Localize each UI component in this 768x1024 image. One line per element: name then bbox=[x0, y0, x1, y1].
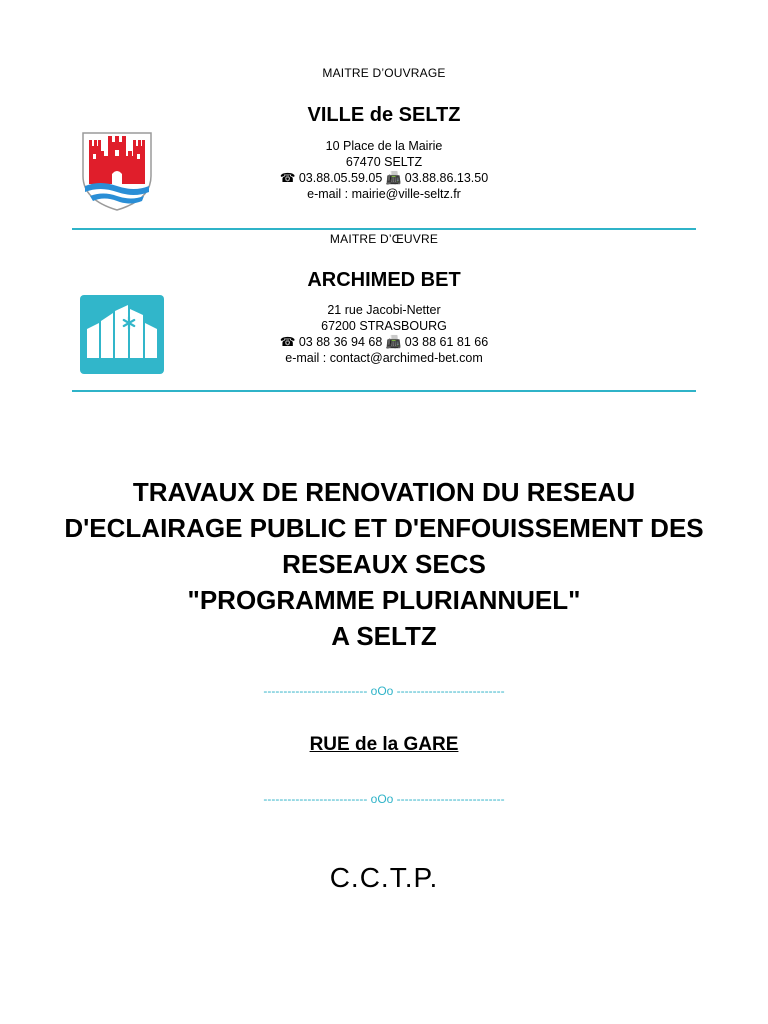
castle-crest-icon bbox=[80, 130, 154, 212]
owner-email[interactable]: e-mail : mairie@ville-seltz.fr bbox=[307, 187, 461, 201]
contractor-city: 67200 STRASBOURG bbox=[321, 319, 447, 333]
owner-phones: ☎ 03.88.05.59.05 📠 03.88.86.13.50 bbox=[279, 171, 489, 185]
street-name: RUE de la GARE bbox=[309, 734, 459, 755]
contractor-address: 21 rue Jacobi-Netter bbox=[327, 303, 441, 317]
contractor-name: ARCHIMED BET bbox=[307, 269, 461, 291]
title-line: A SELTZ bbox=[331, 621, 437, 651]
title-line: RESEAUX SECS bbox=[282, 549, 486, 579]
title-line: "PROGRAMME PLURIANNUEL" bbox=[187, 585, 581, 615]
contractor-email[interactable]: e-mail : contact@archimed-bet.com bbox=[285, 351, 483, 365]
buildings-logo-icon bbox=[80, 295, 164, 374]
owner-city: 67470 SELTZ bbox=[345, 155, 423, 169]
contractor-role-label: MAITRE D’ŒUVRE bbox=[329, 232, 439, 246]
section-divider bbox=[72, 228, 696, 230]
ornament-separator: -------------------------- oOo --------------------------- bbox=[263, 792, 505, 806]
contractor-phones: ☎ 03 88 36 94 68 📠 03 88 61 81 66 bbox=[279, 335, 489, 349]
owner-role-label: MAITRE D’OUVRAGE bbox=[322, 66, 446, 80]
section-divider bbox=[72, 390, 696, 392]
owner-address: 10 Place de la Mairie bbox=[325, 139, 443, 153]
document-type: C.C.T.P. bbox=[329, 862, 439, 893]
project-title bbox=[20, 474, 748, 654]
ornament-separator: -------------------------- oOo --------------------------- bbox=[263, 684, 505, 698]
owner-name: VILLE de SELTZ bbox=[307, 104, 461, 126]
title-line: TRAVAUX DE RENOVATION DU RESEAU bbox=[132, 477, 636, 507]
title-line: D'ECLAIRAGE PUBLIC ET D'ENFOUISSEMENT DES bbox=[64, 513, 704, 543]
